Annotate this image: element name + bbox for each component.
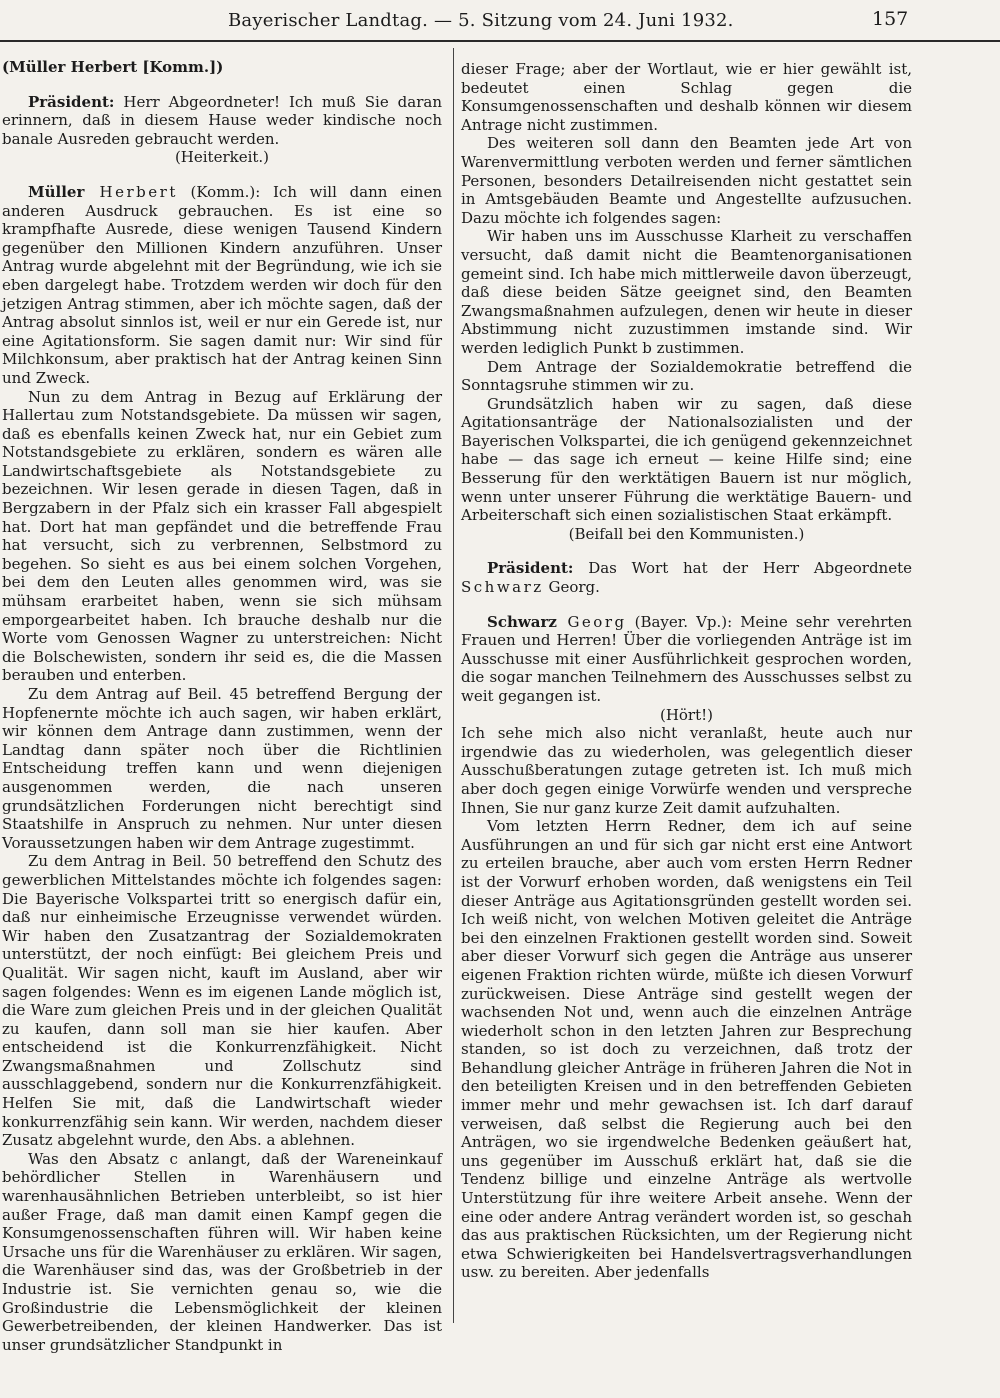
speaker-name: Präsident: — [487, 559, 574, 578]
reaction-note: (Heiterkeit.) — [174, 148, 270, 167]
speaker-name: Müller — [28, 182, 85, 201]
speaker-firstname: Herbert — [84, 182, 178, 201]
left-column — [2, 58, 442, 1354]
paragraph: Was den Absatz c anlangt, daß der Wareneinkauf behördlicher Stellen in Warenhäusern und warenhausähnlichen Betrieben unterbleibt, so ist hier außer Frage, daß man damit einen Kampf gegen die Konsumgenossenschaften führen will. Wir haben keine Ursache uns für die Warenhäuser zu erklären. Wir sagen, die Warenhäuser sind das, was der Großbetrieb in der Industrie ist. Sie vernichten genau so, wie die Großindustrie die Lebensmöglichkeit der kleinen Gewerbetreibenden, der kleinen Handwerker. Das ist unser grundsätzlicher Standpunkt in — [2, 1149, 442, 1354]
column-divider — [453, 48, 454, 1323]
paragraph-mueller — [2, 183, 442, 388]
paragraph: Zu dem Antrag in Beil. 50 betreffend den Schutz des gewerblichen Mittelstandes möchte ich folgendes sagen: Die Bayerische Volkspartei tritt so energisch dafür ein, daß nur einheimische Erzeugnisse verwendet würden. Wir haben den Zusatzantrag der Sozialdemokraten unterstützt, der noch einfügt: Bei gleichem Preis und Qualität. Wir sagen nicht, kauft im Ausland, aber wir sagen folgendes: Wenn es im eigenen Lande möglich ist, die Ware zum gleichen Preis und in der gleichen Qualität zu kaufen, dann soll man sie hier kaufen. Aber entscheidend ist die Konkurrenzfähigkeit. Nicht Zwangsmaßnahmen und Zollschutz sind ausschlaggebend, sondern nur die Konkurrenzfähigkeit. Helfen Sie mit, daß die Landwirtschaft wieder konkurrenzfähig sein kann. Wir werden, nachdem dieser Zusatz abgelehnt wurde, den Abs. a ablehnen. — [2, 852, 442, 1150]
paragraph-text: Herr Abgeordneter! Ich muß Sie daran erinnern, daß in diesem Hause weder kindische noch banale Ausreden gebraucht werden. — [2, 92, 442, 148]
paragraph: Des weiteren soll dann den Beamten jede Art von Warenvermittlung verboten werden und ferner sämtlichen Personen, besonders Detailreisenden nicht gestattet sein in Amtsgebäuden Beamte und Angestellte aufzusuchen. Dazu möchte ich folgendes sagen: — [461, 134, 912, 227]
header-rule — [0, 40, 1000, 42]
paragraph-schwarz — [461, 613, 912, 706]
page-number: 157 — [872, 8, 909, 30]
reaction-note: (Beifall bei den Kommunisten.) — [568, 524, 805, 543]
paragraph: Wir haben uns im Ausschusse Klarheit zu verschaffen versucht, daß damit nicht die Beamtenorganisationen gemeint sind. Ich habe mich mittlerweile davon überzeugt, daß diese beiden Sätze geeignet sind, den Beamten Zwangsmaßnahmen aufzulegen, denen wir heute in dieser Abstimmung nicht zuzustimmen imstande sind. Wir werden lediglich Punkt b zustimmen. — [461, 227, 912, 357]
paragraph-president-1 — [2, 93, 442, 149]
speaker-surname: Schwarz — [461, 578, 544, 597]
paragraph: Zu dem Antrag auf Beil. 45 betreffend Bergung der Hopfenernte möchte ich auch sagen, wir haben erklärt, wir können dem Antrage dann zustimmen, wenn der Landtag dann später noch über die Richtlinien Entscheidung treffen kann und wenn diejenigen ausgenommen werden, die nach unseren grundsätzlichen Forderungen nicht berechtigt sind Staatshilfe in Anspruch zu nehmen. Nur unter diesen Voraussetzungen haben wir dem Antrage zugestimmt. — [2, 685, 442, 852]
speaker-name: Präsident: — [28, 92, 115, 111]
paragraph-president-2 — [461, 559, 912, 596]
paragraph: Ich sehe mich also nicht veranlaßt, heute auch nur irgendwie das zu wiederholen, was gelegentlich dieser Ausschußberatungen zutage getreten ist. Ich muß mich aber doch gegen einige Vorwürfe wenden und verspreche Ihnen, Sie nur ganz kurze Zeit damit aufzuhalten. — [461, 724, 912, 817]
speaker-heading: (Müller Herbert [Komm.]) — [2, 58, 224, 76]
paragraph-text: Georg. — [543, 578, 600, 597]
speaker-firstname: Georg — [556, 612, 627, 631]
page-header — [0, 0, 1000, 44]
paragraph-continued: dieser Frage; aber der Wortlaut, wie er hier gewählt ist, bedeutet einen Schlag gegen die Konsumgenossenschaften und deshalb können wir diesem Antrage nicht zustimmen. — [461, 60, 912, 134]
paragraph: Vom letzten Herrn Redner, dem ich auf seine Ausführungen an und für sich gar nicht erst eine Antwort zu erteilen brauche, aber auch vom ersten Herrn Redner ist der Vorwurf erhoben worden, daß wenigstens ein Teil dieser Anträge aus Agitationsgründen gestellt worden sei. Ich weiß nicht, von welchen Motiven geleitet die Anträge bei den einzelnen Fraktionen gestellt worden sind. Soweit aber dieser Vorwurf sich gegen die Anträge aus unserer eigenen Fraktion richten würde, müßte ich diesen Vorwurf zurückweisen. Diese Anträge sind gestellt wegen der wachsenden Not und, wenn auch die einzelnen Anträge wiederholt schon in den letzten Jahren zur Besprechung standen, so ist doch zu verzeichnen, daß trotz der Behandlung gleicher Anträge in früheren Jahren die Not in den beteiligten Kreisen und in den betreffenden Gebieten immer mehr und mehr gewachsen ist. Ich darf darauf verweisen, daß selbst die Regierung auch bei den Anträgen, wo sie irgendwelche Bedenken geäußert hat, uns gegenüber im Ausschuß erklärt hat, daß sie die Tendenz billige und einzelne Anträge als wertvolle Unterstützung für ihre weitere Arbeit ansehe. Wenn der eine oder andere Antrag verändert worden ist, so geschah das aus praktischen Rücksichten, um der Regierung nicht etwa Schwierigkeiten bei Handelsvertragsverhandlungen usw. zu bereiten. Aber jedenfalls — [461, 817, 912, 1282]
paragraph-text: (Bayer. Vp.): Meine sehr verehrten Frauen und Herren! Über die vorliegenden Anträge ist im Ausschusse mit einer Ausführlichkeit gesprochen worden, die sogar manchen Teilnehmern des Ausschusses selbst zu weit gegangen ist. — [461, 612, 912, 705]
running-head: Bayerischer Landtag. — 5. Sitzung vom 24. Juni 1932. — [228, 10, 734, 31]
paragraph-text: (Komm.): Ich will dann einen anderen Ausdruck gebrauchen. Es ist eine so krampfhafte Ausrede, diese wenigen Tausend Kindern gegenüber den Millionen Kindern anzuführen. Unser Antrag wurde abgelehnt mit der Begründung, wie ich sie eben dargelegt habe. Trotzdem werden wir doch für den jetzigen Antrag stimmen, aber ich möchte sagen, daß der Antrag absolut sinnlos ist, weil er nur ein Gerede ist, nur eine Agitationsform. Sie sagen damit nur: Wir sind für Milchkonsum, aber praktisch hat der Antrag keinen Sinn und Zweck. — [2, 182, 442, 387]
paragraph: Nun zu dem Antrag in Bezug auf Erklärung der Hallertau zum Notstandsgebiete. Da müssen wir sagen, daß es ebenfalls keinen Zweck hat, nur ein Gebiet zum Notstandsgebiete zu erklären, sondern es wären alle Landwirtschaftsgebiete als Notstandsgebiete zu bezeichnen. Wir lesen gerade in diesen Tagen, daß in Bergzabern in der Pfalz sich ein krasser Fall abgespielt hat. Dort hat man gepfändet und die betreffende Frau hat versucht, sich zu verbrennen, Selbstmord zu begehen. So sieht es aus bei einem solchen Vorgehen, bei dem den Leuten alles genommen wird, was sie mühsam erarbeitet haben, wenn sie sich mühsam emporgearbeitet haben. Ich brauche deshalb nur die Worte vom Genossen Wagner zu unterstreichen: Nicht die Bolschewisten, sondern ihr seid es, die die Massen berauben und enterben. — [2, 387, 442, 685]
paragraph: Dem Antrage der Sozialdemokratie betreffend die Sonntagsruhe stimmen wir zu. — [461, 357, 912, 395]
reaction-note: (Hört!) — [659, 705, 714, 724]
paragraph-text: Das Wort hat der Herr Abgeordnete — [573, 559, 912, 578]
right-column — [461, 60, 912, 1282]
paragraph: Grundsätzlich haben wir zu sagen, daß diese Agitationsanträge der Nationalsozialisten und der Bayerischen Volkspartei, die ich genügend gekennzeichnet habe — das sage ich erneut — keine Hilfe sind; eine Besserung für den werktätigen Bauern ist nur möglich, wenn unter unserer Führung die werktätige Bauern- und Arbeiterschaft sich einen sozialistischen Staat erkämpft. — [461, 394, 912, 525]
speaker-name: Schwarz — [487, 612, 557, 631]
